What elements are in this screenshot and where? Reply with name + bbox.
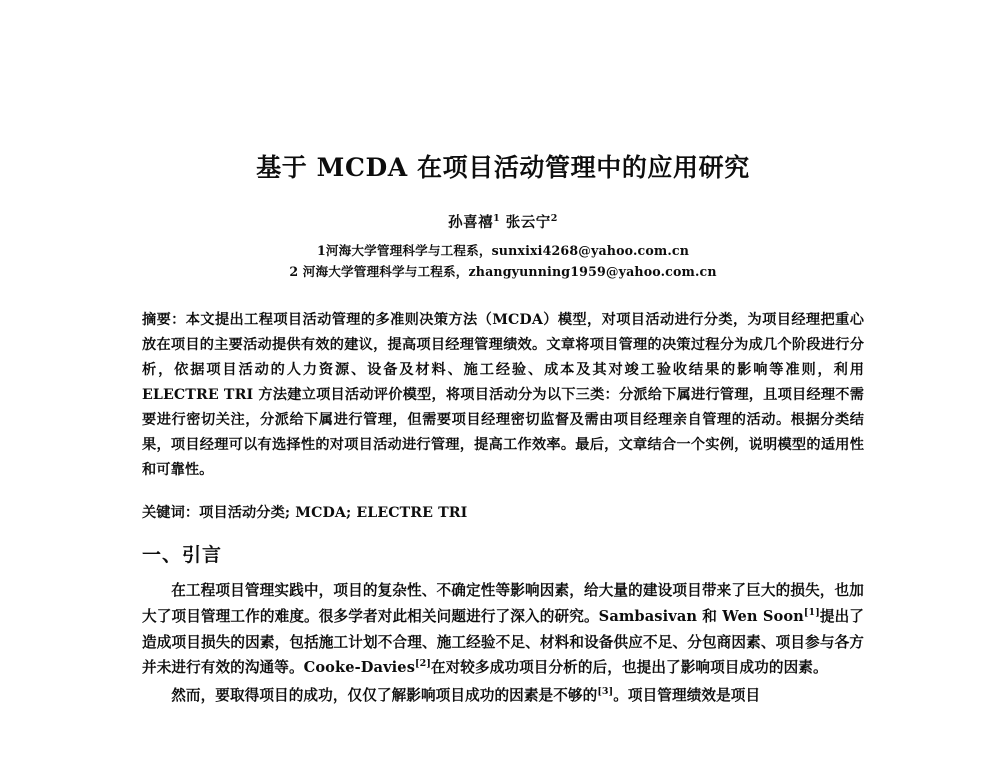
section-heading-introduction: 一、引言 — [142, 544, 223, 567]
keywords-paragraph — [142, 483, 864, 525]
paragraph-1-part-3: 在对较多成功项目分析的后，也提出了影响项目成功的因素。 — [430, 659, 828, 677]
paragraph-1-part-1: 在工程项目管理实践中，项目的复杂性、不确定性等影响因素，给大量的建设项目带来了巨大的损失，也加大了项目管理工作的难度。很多学者对此相关问题进行了深入的研究。Sambasivan 和 Wen Soon — [142, 581, 864, 625]
page-bottom-clip — [0, 739, 1000, 779]
paragraph-1-part-2: 提出了造成项目损失的因素，包括施工计划不合理、施工经验不足、材料和设备供应不足、分包商因素、项目参与各方并未进行有效的沟通等。Cooke-Davies — [142, 607, 864, 677]
affiliation-2: 2 河海大学管理科学与工程系，zhangyunning1959@yahoo.com.cn — [289, 263, 717, 279]
paragraph-2-part-2: 。项目管理绩效是项目 — [613, 687, 761, 705]
body-paragraph-1 — [142, 570, 864, 682]
affiliation-1: 1河海大学管理科学与工程系，sunxixi4268@yahoo.com.cn — [316, 243, 689, 259]
page-title: 基于 MCDA 在项目活动管理中的应用研究 — [256, 153, 750, 182]
paragraph-2-part-1: 然而，要取得项目的成功，仅仅了解影响项目成功的因素是不够的 — [171, 687, 598, 705]
citation-ref-3: [3] — [597, 686, 614, 698]
author-name-1: 孙喜禧 — [448, 214, 494, 232]
keywords-label: 关键词： — [142, 504, 200, 521]
keywords-text: 项目活动分类; MCDA; ELECTRE TRI — [199, 504, 468, 521]
abstract-paragraph — [142, 282, 864, 483]
body-paragraph-2 — [142, 681, 864, 709]
page-content — [142, 0, 864, 709]
citation-ref-1: [1] — [803, 606, 820, 618]
author-name-2: 张云宁 — [505, 214, 551, 232]
author-affiliation-marker-1: 1 — [493, 213, 501, 225]
abstract-text: 本文提出工程项目活动管理的多准则决策方法（MCDA）模型，对项目活动进行分类，为项目经理把重心放在项目的主要活动提供有效的建议，提高项目经理管理绩效。文章将项目管理的决策过程分为成几个阶段进行分析，依据项目活动的人力资源、设备及材料、施工经验、成本及其对竣工验收结果的影响等准则，利用 ELECTRE TRI 方法建立项目活动评价模型，将项目活动分为以下三类：分派给下属进行管理，且项目经理不需要进行密切关注，分派给下属进行管理，但需要项目经理密切监督及需由项目经理亲自管理的活动。根据分类结果，项目经理可以有选择性的对项目活动进行管理，提高工作效率。最后，文章结合一个实例，说明模型的适用性和可靠性。 — [142, 312, 864, 478]
author-affiliation-marker-2: 2 — [550, 213, 558, 225]
citation-ref-2: [2] — [415, 658, 431, 670]
abstract-label: 摘要： — [142, 312, 186, 329]
author-line — [142, 183, 864, 232]
